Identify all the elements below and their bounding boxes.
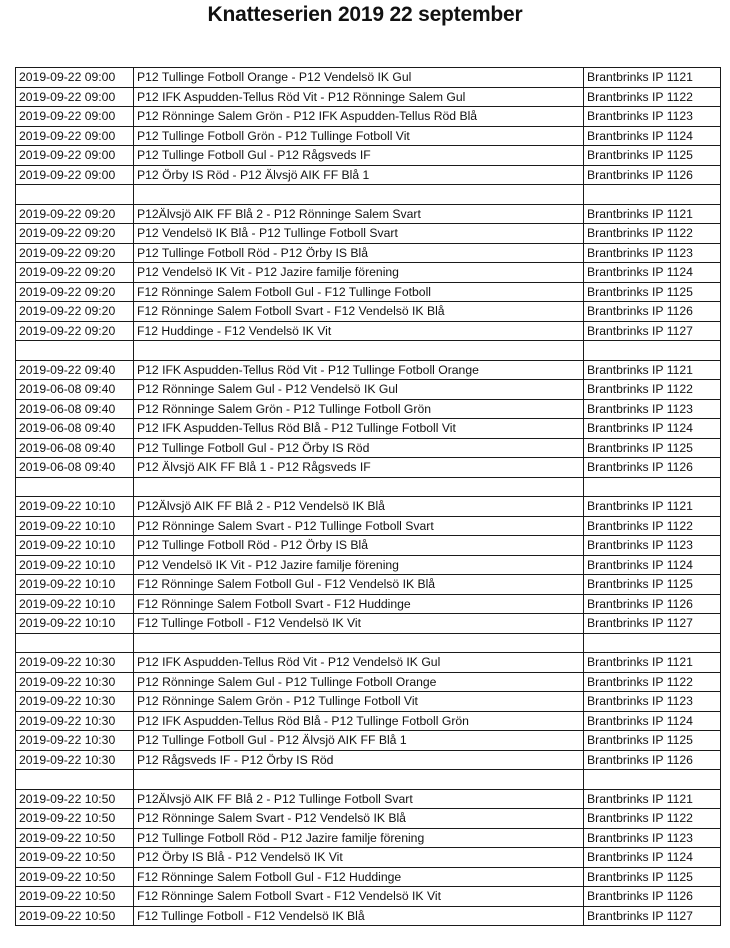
match-cell: P12 Örby IS Blå - P12 Vendelsö IK Vit bbox=[134, 848, 584, 868]
time-cell: 2019-09-22 10:10 bbox=[16, 555, 134, 575]
match-cell: P12 Vendelsö IK Vit - P12 Jazire familje förening bbox=[134, 555, 584, 575]
time-cell: 2019-09-22 10:50 bbox=[16, 906, 134, 926]
table-row bbox=[16, 399, 721, 419]
venue-cell: Brantbrinks IP 1125 bbox=[584, 282, 721, 302]
venue-cell: Brantbrinks IP 1122 bbox=[584, 380, 721, 400]
venue-cell: Brantbrinks IP 1122 bbox=[584, 87, 721, 107]
match-cell: P12 Tullinge Fotboll Grön - P12 Tullinge Fotboll Vit bbox=[134, 126, 584, 146]
match-cell: F12 Rönninge Salem Fotboll Gul - F12 Vendelsö IK Blå bbox=[134, 575, 584, 595]
time-cell: 2019-09-22 09:40 bbox=[16, 360, 134, 380]
table-row bbox=[16, 282, 721, 302]
match-cell: P12 Tullinge Fotboll Röd - P12 Örby IS Blå bbox=[134, 243, 584, 263]
spacer-row bbox=[16, 477, 721, 497]
time-cell: 2019-09-22 09:00 bbox=[16, 165, 134, 185]
venue-cell: Brantbrinks IP 1126 bbox=[584, 165, 721, 185]
empty-cell bbox=[16, 770, 134, 790]
venue-cell: Brantbrinks IP 1125 bbox=[584, 146, 721, 166]
table-row bbox=[16, 711, 721, 731]
time-cell: 2019-09-22 10:30 bbox=[16, 692, 134, 712]
venue-cell: Brantbrinks IP 1122 bbox=[584, 809, 721, 829]
table-row bbox=[16, 68, 721, 88]
table-row bbox=[16, 107, 721, 127]
time-cell: 2019-09-22 10:10 bbox=[16, 497, 134, 517]
venue-cell: Brantbrinks IP 1123 bbox=[584, 107, 721, 127]
table-row bbox=[16, 438, 721, 458]
match-cell: F12 Rönninge Salem Fotboll Svart - F12 Huddinge bbox=[134, 594, 584, 614]
table-row bbox=[16, 867, 721, 887]
venue-cell: Brantbrinks IP 1122 bbox=[584, 672, 721, 692]
match-cell: P12 Rönninge Salem Grön - P12 Tullinge Fotboll Vit bbox=[134, 692, 584, 712]
match-schedule-table bbox=[15, 67, 721, 926]
match-cell: P12 Tullinge Fotboll Gul - P12 Älvsjö AIK FF Blå 1 bbox=[134, 731, 584, 751]
match-cell: P12 Rönninge Salem Grön - P12 Tullinge Fotboll Grön bbox=[134, 399, 584, 419]
match-cell: P12 IFK Aspudden-Tellus Röd Blå - P12 Tullinge Fotboll Vit bbox=[134, 419, 584, 439]
venue-cell: Brantbrinks IP 1124 bbox=[584, 419, 721, 439]
match-cell: P12 Vendelsö IK Blå - P12 Tullinge Fotboll Svart bbox=[134, 224, 584, 244]
venue-cell: Brantbrinks IP 1124 bbox=[584, 263, 721, 283]
time-cell: 2019-06-08 09:40 bbox=[16, 438, 134, 458]
match-cell: P12 Älvsjö AIK FF Blå 1 - P12 Rågsveds IF bbox=[134, 458, 584, 478]
time-cell: 2019-09-22 10:30 bbox=[16, 711, 134, 731]
venue-cell: Brantbrinks IP 1126 bbox=[584, 887, 721, 907]
match-cell: P12 Rönninge Salem Gul - P12 Tullinge Fotboll Orange bbox=[134, 672, 584, 692]
match-cell: F12 Huddinge - F12 Vendelsö IK Vit bbox=[134, 321, 584, 341]
time-cell: 2019-09-22 09:00 bbox=[16, 146, 134, 166]
match-cell: P12 Tullinge Fotboll Röd - P12 Örby IS Blå bbox=[134, 536, 584, 556]
venue-cell: Brantbrinks IP 1121 bbox=[584, 360, 721, 380]
match-cell: P12 Örby IS Röd - P12 Älvsjö AIK FF Blå 1 bbox=[134, 165, 584, 185]
spacer-row bbox=[16, 341, 721, 361]
time-cell: 2019-09-22 10:30 bbox=[16, 653, 134, 673]
match-cell: F12 Rönninge Salem Fotboll Svart - F12 Vendelsö IK Vit bbox=[134, 887, 584, 907]
venue-cell: Brantbrinks IP 1121 bbox=[584, 204, 721, 224]
time-cell: 2019-09-22 10:50 bbox=[16, 848, 134, 868]
time-cell: 2019-09-22 09:20 bbox=[16, 224, 134, 244]
time-cell: 2019-09-22 10:50 bbox=[16, 809, 134, 829]
time-cell: 2019-06-08 09:40 bbox=[16, 419, 134, 439]
empty-cell bbox=[134, 341, 584, 361]
table-row bbox=[16, 302, 721, 322]
time-cell: 2019-09-22 10:10 bbox=[16, 594, 134, 614]
table-row bbox=[16, 360, 721, 380]
match-cell: P12 Tullinge Fotboll Orange - P12 Vendelsö IK Gul bbox=[134, 68, 584, 88]
time-cell: 2019-09-22 10:30 bbox=[16, 672, 134, 692]
venue-cell: Brantbrinks IP 1121 bbox=[584, 497, 721, 517]
table-row bbox=[16, 672, 721, 692]
spacer-row bbox=[16, 185, 721, 205]
table-row bbox=[16, 263, 721, 283]
venue-cell: Brantbrinks IP 1126 bbox=[584, 458, 721, 478]
empty-cell bbox=[134, 633, 584, 653]
empty-cell bbox=[16, 185, 134, 205]
table-row bbox=[16, 731, 721, 751]
match-cell: P12Älvsjö AIK FF Blå 2 - P12 Rönninge Salem Svart bbox=[134, 204, 584, 224]
table-row bbox=[16, 555, 721, 575]
venue-cell: Brantbrinks IP 1127 bbox=[584, 614, 721, 634]
empty-cell bbox=[584, 633, 721, 653]
table-row bbox=[16, 243, 721, 263]
venue-cell: Brantbrinks IP 1123 bbox=[584, 692, 721, 712]
table-row bbox=[16, 906, 721, 926]
time-cell: 2019-09-22 09:20 bbox=[16, 243, 134, 263]
match-cell: P12 Tullinge Fotboll Gul - P12 Örby IS Röd bbox=[134, 438, 584, 458]
venue-cell: Brantbrinks IP 1126 bbox=[584, 302, 721, 322]
table-row bbox=[16, 692, 721, 712]
time-cell: 2019-06-08 09:40 bbox=[16, 399, 134, 419]
time-cell: 2019-06-08 09:40 bbox=[16, 380, 134, 400]
empty-cell bbox=[584, 770, 721, 790]
table-row bbox=[16, 497, 721, 517]
table-row bbox=[16, 848, 721, 868]
match-cell: P12 Rönninge Salem Svart - P12 Tullinge Fotboll Svart bbox=[134, 516, 584, 536]
table-row bbox=[16, 828, 721, 848]
table-row bbox=[16, 809, 721, 829]
empty-cell bbox=[584, 185, 721, 205]
venue-cell: Brantbrinks IP 1125 bbox=[584, 867, 721, 887]
match-cell: P12 Rönninge Salem Gul - P12 Vendelsö IK Gul bbox=[134, 380, 584, 400]
table-row bbox=[16, 146, 721, 166]
table-row bbox=[16, 516, 721, 536]
venue-cell: Brantbrinks IP 1126 bbox=[584, 750, 721, 770]
venue-cell: Brantbrinks IP 1124 bbox=[584, 126, 721, 146]
venue-cell: Brantbrinks IP 1124 bbox=[584, 848, 721, 868]
time-cell: 2019-09-22 09:20 bbox=[16, 263, 134, 283]
table-row bbox=[16, 789, 721, 809]
table-row bbox=[16, 321, 721, 341]
match-cell: P12 Vendelsö IK Vit - P12 Jazire familje förening bbox=[134, 263, 584, 283]
table-row bbox=[16, 536, 721, 556]
match-cell: P12 IFK Aspudden-Tellus Röd Blå - P12 Tullinge Fotboll Grön bbox=[134, 711, 584, 731]
time-cell: 2019-09-22 10:50 bbox=[16, 887, 134, 907]
venue-cell: Brantbrinks IP 1122 bbox=[584, 224, 721, 244]
table-row bbox=[16, 165, 721, 185]
venue-cell: Brantbrinks IP 1127 bbox=[584, 906, 721, 926]
time-cell: 2019-09-22 10:30 bbox=[16, 750, 134, 770]
table-row bbox=[16, 458, 721, 478]
table-row bbox=[16, 126, 721, 146]
time-cell: 2019-09-22 10:10 bbox=[16, 536, 134, 556]
match-cell: P12Älvsjö AIK FF Blå 2 - P12 Vendelsö IK Blå bbox=[134, 497, 584, 517]
time-cell: 2019-09-22 10:30 bbox=[16, 731, 134, 751]
table-row bbox=[16, 575, 721, 595]
empty-cell bbox=[584, 477, 721, 497]
venue-cell: Brantbrinks IP 1126 bbox=[584, 594, 721, 614]
table-row bbox=[16, 87, 721, 107]
table-row bbox=[16, 750, 721, 770]
table-row bbox=[16, 594, 721, 614]
match-schedule-body bbox=[16, 68, 721, 926]
time-cell: 2019-09-22 10:10 bbox=[16, 614, 134, 634]
spacer-row bbox=[16, 770, 721, 790]
table-row bbox=[16, 653, 721, 673]
empty-cell bbox=[134, 185, 584, 205]
venue-cell: Brantbrinks IP 1127 bbox=[584, 321, 721, 341]
match-cell: P12 IFK Aspudden-Tellus Röd Vit - P12 Rönninge Salem Gul bbox=[134, 87, 584, 107]
empty-cell bbox=[134, 477, 584, 497]
match-cell: P12 Rönninge Salem Svart - P12 Vendelsö IK Blå bbox=[134, 809, 584, 829]
time-cell: 2019-09-22 10:10 bbox=[16, 575, 134, 595]
time-cell: 2019-09-22 09:00 bbox=[16, 68, 134, 88]
venue-cell: Brantbrinks IP 1125 bbox=[584, 438, 721, 458]
match-cell: F12 Rönninge Salem Fotboll Gul - F12 Huddinge bbox=[134, 867, 584, 887]
match-cell: P12Älvsjö AIK FF Blå 2 - P12 Tullinge Fotboll Svart bbox=[134, 789, 584, 809]
empty-cell bbox=[16, 341, 134, 361]
table-row bbox=[16, 204, 721, 224]
spacer-row bbox=[16, 633, 721, 653]
venue-cell: Brantbrinks IP 1124 bbox=[584, 555, 721, 575]
match-cell: F12 Rönninge Salem Fotboll Gul - F12 Tullinge Fotboll bbox=[134, 282, 584, 302]
match-cell: F12 Rönninge Salem Fotboll Svart - F12 Vendelsö IK Blå bbox=[134, 302, 584, 322]
venue-cell: Brantbrinks IP 1123 bbox=[584, 399, 721, 419]
empty-cell bbox=[16, 477, 134, 497]
table-row bbox=[16, 224, 721, 244]
time-cell: 2019-09-22 10:50 bbox=[16, 789, 134, 809]
venue-cell: Brantbrinks IP 1122 bbox=[584, 516, 721, 536]
match-cell: P12 Rågsveds IF - P12 Örby IS Röd bbox=[134, 750, 584, 770]
table-row bbox=[16, 380, 721, 400]
match-cell: F12 Tullinge Fotboll - F12 Vendelsö IK Vit bbox=[134, 614, 584, 634]
table-row bbox=[16, 419, 721, 439]
venue-cell: Brantbrinks IP 1123 bbox=[584, 828, 721, 848]
match-cell: P12 Rönninge Salem Grön - P12 IFK Aspudden-Tellus Röd Blå bbox=[134, 107, 584, 127]
time-cell: 2019-09-22 09:00 bbox=[16, 107, 134, 127]
time-cell: 2019-09-22 09:20 bbox=[16, 302, 134, 322]
venue-cell: Brantbrinks IP 1121 bbox=[584, 789, 721, 809]
empty-cell bbox=[16, 633, 134, 653]
venue-cell: Brantbrinks IP 1123 bbox=[584, 536, 721, 556]
match-cell: F12 Tullinge Fotboll - F12 Vendelsö IK Blå bbox=[134, 906, 584, 926]
time-cell: 2019-09-22 09:00 bbox=[16, 87, 134, 107]
time-cell: 2019-09-22 09:20 bbox=[16, 204, 134, 224]
time-cell: 2019-09-22 09:00 bbox=[16, 126, 134, 146]
match-cell: P12 IFK Aspudden-Tellus Röd Vit - P12 Tullinge Fotboll Orange bbox=[134, 360, 584, 380]
table-row bbox=[16, 614, 721, 634]
table-row bbox=[16, 887, 721, 907]
time-cell: 2019-06-08 09:40 bbox=[16, 458, 134, 478]
empty-cell bbox=[584, 341, 721, 361]
venue-cell: Brantbrinks IP 1123 bbox=[584, 243, 721, 263]
venue-cell: Brantbrinks IP 1121 bbox=[584, 653, 721, 673]
match-cell: P12 IFK Aspudden-Tellus Röd Vit - P12 Vendelsö IK Gul bbox=[134, 653, 584, 673]
match-cell: P12 Tullinge Fotboll Röd - P12 Jazire familje förening bbox=[134, 828, 584, 848]
time-cell: 2019-09-22 09:20 bbox=[16, 321, 134, 341]
page-title: Knatteserien 2019 22 september bbox=[207, 3, 523, 26]
time-cell: 2019-09-22 10:50 bbox=[16, 828, 134, 848]
match-cell: P12 Tullinge Fotboll Gul - P12 Rågsveds IF bbox=[134, 146, 584, 166]
time-cell: 2019-09-22 10:50 bbox=[16, 867, 134, 887]
venue-cell: Brantbrinks IP 1125 bbox=[584, 575, 721, 595]
time-cell: 2019-09-22 10:10 bbox=[16, 516, 134, 536]
empty-cell bbox=[134, 770, 584, 790]
venue-cell: Brantbrinks IP 1125 bbox=[584, 731, 721, 751]
venue-cell: Brantbrinks IP 1124 bbox=[584, 711, 721, 731]
venue-cell: Brantbrinks IP 1121 bbox=[584, 68, 721, 88]
time-cell: 2019-09-22 09:20 bbox=[16, 282, 134, 302]
